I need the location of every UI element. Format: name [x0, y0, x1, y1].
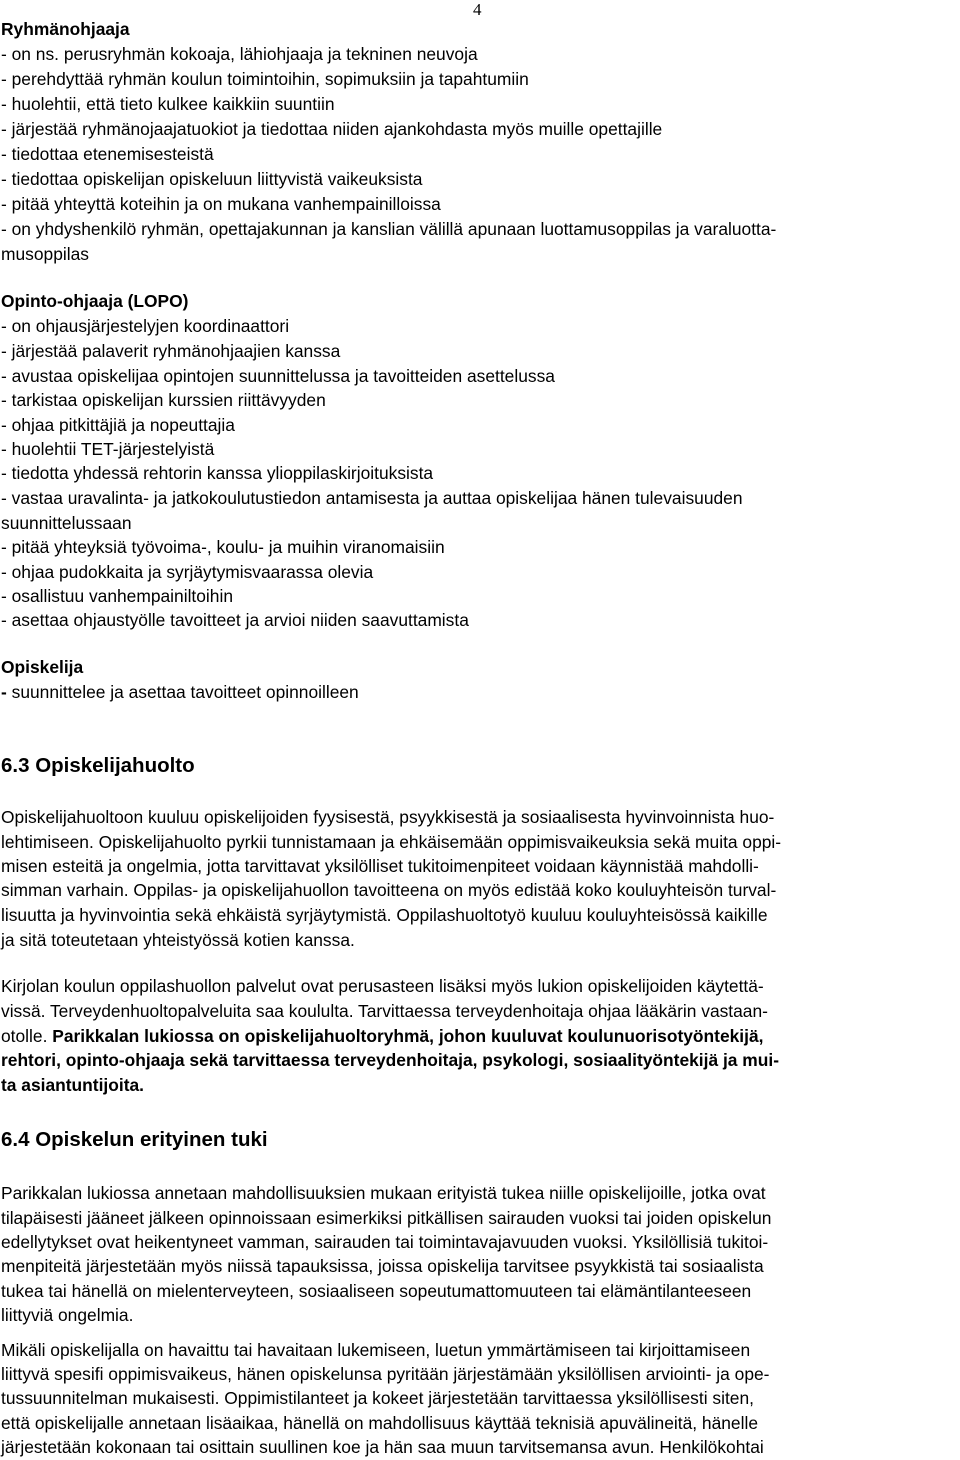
paragraph-line: lisuutta ja hyvinvointia sekä ehkäistä syrjäytymistä. Oppilashuoltotyö kuuluu kouluyhteisössä kaikille [1, 905, 768, 925]
list-item: - on yhdyshenkilö ryhmän, opettajakunnan ja kanslian välillä apunaan luottamusoppilas ja varaluotta- [1, 219, 777, 239]
list-item: suunnittelussaan [1, 513, 132, 533]
paragraph-line: vissä. Terveydenhuoltopalveluita saa koululta. Tarvittaessa terveydenhoitaja ohjaa lääkärin vastaan- [1, 1001, 768, 1021]
paragraph-line [1, 1024, 763, 1048]
paragraph-line: ja sitä toteutetaan yhteistyössä kotien kanssa. [1, 930, 355, 950]
paragraph-line: Parikkalan lukiossa annetaan mahdollisuuksien mukaan erityistä tukea niille opiskelijoille, jotka ovat [1, 1183, 766, 1203]
paragraph-line: liittyvä spesifi oppimisvaikeus, hänen opiskelunsa pyritään järjestämään yksilöllisen arviointi- ja ope- [1, 1364, 770, 1384]
list-item-text: suunnittelee ja asettaa tavoitteet opinnoilleen [6, 682, 359, 702]
heading-opiskelija: Opiskelija [1, 657, 84, 677]
list-item: - perehdyttää ryhmän koulun toimintoihin, sopimuksiin ja tapahtumiin [1, 69, 529, 89]
list-item: - järjestää ryhmänojaajatuokiot ja tiedottaa niiden ajankohdasta myös muille opettajille [1, 119, 663, 139]
list-item: - tiedottaa etenemisesteistä [1, 144, 214, 164]
paragraph-text: otolle. [1, 1026, 53, 1046]
paragraph-line: Kirjolan koulun oppilashuollon palvelut ovat perusasteen lisäksi myös lukion opiskelijoiden käytettä- [1, 976, 764, 996]
paragraph-line: tussuunnitelman mukaisesti. Oppimistilanteet ja kokeet järjestetään tarvittaessa yksilöllisesti siten, [1, 1388, 754, 1408]
list-item: - ohjaa pitkittäjiä ja nopeuttajia [1, 415, 235, 435]
list-item [1, 680, 359, 704]
paragraph-line: ta asiantuntijoita. [1, 1075, 145, 1095]
heading-6-4: 6.4 Opiskelun erityinen tuki [1, 1128, 268, 1151]
list-item: - ohjaa pudokkaita ja syrjäytymisvaarassa olevia [1, 562, 374, 582]
paragraph-line: Mikäli opiskelijalla on havaittu tai havaitaan lukemiseen, luetun ymmärtämiseen tai kirjoittamiseen [1, 1340, 751, 1360]
paragraph-line: Opiskelijahuoltoon kuuluu opiskelijoiden fyysisestä, psyykkisestä ja sosiaalisesta hyvinvoinnista huo- [1, 807, 775, 827]
list-item: - huolehtii, että tieto kulkee kaikkiin suuntiin [1, 94, 335, 114]
page-number: 4 [473, 0, 482, 19]
list-item: - pitää yhteyksiä työvoima-, koulu- ja muihin viranomaisiin [1, 537, 445, 557]
list-item: - asettaa ohjaustyölle tavoitteet ja arvioi niiden saavuttamista [1, 610, 469, 630]
paragraph-line: että opiskelijalle annetaan lisäaikaa, hänellä on mahdollisuus käyttää teknisiä apuvälineitä, hänelle [1, 1413, 758, 1433]
list-item: - on ns. perusryhmän kokoaja, lähiohjaaja ja tekninen neuvoja [1, 44, 478, 64]
list-item: - järjestää palaverit ryhmänohjaajien kanssa [1, 341, 341, 361]
list-item: - tarkistaa opiskelijan kurssien riittävyyden [1, 390, 326, 410]
paragraph-line: järjestetään kokonaan tai osittain suullinen koe ja hän saa muun tarvitsemansa avun. Henkilökohtai [1, 1437, 764, 1457]
list-item: musoppilas [1, 244, 89, 264]
paragraph-line: simman varhain. Oppilas- ja opiskelijahuollon tavoitteena on myös edistää koko kouluyhteisön turval- [1, 880, 777, 900]
heading-6-3: 6.3 Opiskelijahuolto [1, 754, 195, 777]
heading-opinto-ohjaaja: Opinto-ohjaaja (LOPO) [1, 291, 189, 311]
paragraph-line: tukea tai hänellä on mielenterveyteen, sosiaaliseen sopeutumattomuuteen tai elämäntilanteeseen [1, 1281, 752, 1301]
paragraph-line: misen esteitä ja ongelmia, jotta tarvittavat yksilölliset tukitoimenpiteet voidaan käynnistää mahdolli- [1, 856, 759, 876]
paragraph-line: lehtimiseen. Opiskelijahuolto pyrkii tunnistamaan ja ehkäisemään oppimisvaikeuksia sekä muita oppi- [1, 832, 782, 852]
paragraph-line: liittyviä ongelmia. [1, 1305, 134, 1325]
paragraph-line: rehtori, opinto-ohjaaja sekä tarvittaessa terveydenhoitaja, psykologi, sosiaalityöntekijä ja mui- [1, 1050, 779, 1070]
list-item: - huolehtii TET-järjestelyistä [1, 439, 215, 459]
list-item: - tiedotta yhdessä rehtorin kanssa ylioppilaskirjoituksista [1, 463, 434, 483]
paragraph-bold-text: Parikkalan lukiossa on opiskelijahuoltoryhmä, johon kuuluvat koulunuorisotyöntekijä, [52, 1026, 764, 1046]
paragraph-line: menpiteitä järjestetään myös niissä tapauksissa, joissa opiskelija tarvitsee psyykkistä tai sosiaalista [1, 1256, 764, 1276]
list-item: - pitää yhteyttä koteihin ja on mukana vanhempainilloissa [1, 194, 441, 214]
list-item: - on ohjausjärjestelyjen koordinaattori [1, 316, 290, 336]
heading-ryhmanohjaaja: Ryhmänohjaaja [1, 19, 130, 39]
paragraph-line: tilapäisesti jääneet jälkeen opinnoissaan esimerkiksi pitkällisen sairauden vuoksi tai joiden opiskelun [1, 1208, 772, 1228]
list-item: - tiedottaa opiskelijan opiskeluun liittyvistä vaikeuksista [1, 169, 423, 189]
list-dash: - [1, 682, 7, 702]
list-item: - avustaa opiskelijaa opintojen suunnittelussa ja tavoitteiden asettelussa [1, 366, 555, 386]
list-item: - vastaa uravalinta- ja jatkokoulutustiedon antamisesta ja auttaa opiskelijaa hänen tulevaisuuden [1, 488, 743, 508]
paragraph-line: edellytykset ovat heikentyneet vamman, sairauden tai toimintavajavuuden vuoksi. Yksilöllisiä tukitoi- [1, 1232, 769, 1252]
list-item: - osallistuu vanhempainiltoihin [1, 586, 234, 606]
